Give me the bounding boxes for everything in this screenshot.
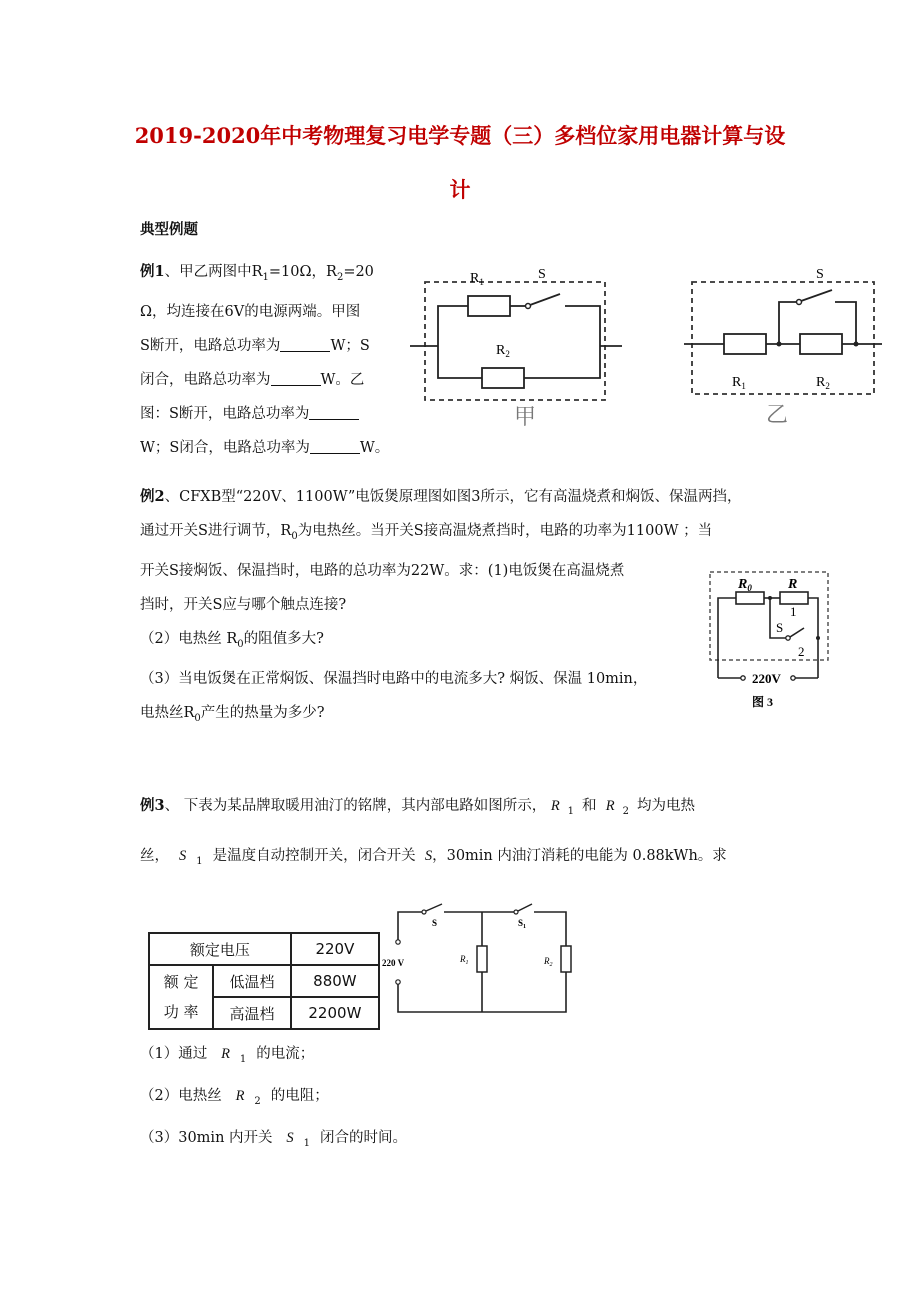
label-s1: $S_1$: [518, 918, 527, 930]
circuit-diagram-a: [408, 258, 630, 430]
symbol-r: R: [550, 798, 560, 814]
ex2-line-2: [140, 514, 800, 554]
subscript: 1: [262, 271, 269, 283]
subscript: 1: [303, 1137, 310, 1149]
answer-blank[interactable]: [271, 371, 321, 386]
ex1-text: 闭合，电路总功率为: [140, 371, 271, 388]
resistor-r0: [736, 592, 764, 604]
subscript: 0: [291, 530, 298, 542]
ex1-text: W；S闭合，电路总功率为: [140, 439, 310, 456]
resistor-r2: [561, 946, 571, 972]
subscript: 2: [336, 271, 344, 283]
ex3-text: 的电阻；: [270, 1087, 329, 1104]
subscript: 1: [567, 805, 575, 817]
label-s: S: [816, 267, 824, 282]
wire: [524, 346, 600, 378]
label-r0: $R_0$: [738, 577, 752, 593]
ex2-question-2: [140, 622, 800, 662]
label-220v: 220V: [752, 671, 781, 686]
example-3-questions: [140, 1036, 800, 1162]
switch-contact: [786, 636, 790, 640]
terminal: [396, 940, 400, 944]
label-220v: 220 V: [382, 958, 405, 968]
ex3-question-1: [140, 1036, 800, 1078]
ex1-text: S断开，电路总功率为: [140, 337, 281, 354]
wire: [398, 912, 422, 940]
label-r1: $R_1$: [470, 271, 484, 287]
ex3-text: （1）通过: [140, 1046, 208, 1062]
circuit-diagram-b: [682, 262, 884, 428]
ex3-label: 例3: [140, 797, 165, 814]
label-r2: $R_2$: [544, 956, 553, 968]
ex2-question-3-cont: [140, 696, 800, 736]
ex1-line-5: [140, 397, 410, 431]
table-cell: 2200W: [291, 997, 379, 1029]
table-cell: 低温档: [213, 965, 291, 997]
symbol-s: S: [424, 847, 433, 864]
wire: [779, 302, 796, 344]
ex3-line-2: [140, 834, 800, 884]
page-title: 2019-2020年中考物理复习电学专题（三）多档位家用电器计算与设: [134, 123, 786, 148]
subscript: 1: [196, 855, 203, 867]
resistor-r: [780, 592, 808, 604]
example-1-text: [140, 255, 410, 465]
ex3-text: （2）电热丝: [140, 1087, 222, 1104]
ex1-text: =10Ω，R: [268, 264, 337, 280]
ex2-text: 产生的热量为多少?: [200, 704, 325, 721]
label-s: S: [538, 267, 546, 282]
answer-blank[interactable]: [310, 439, 360, 454]
resistor-r1: [477, 946, 487, 972]
ex3-text: 的电流；: [256, 1046, 315, 1062]
wire: [438, 346, 482, 378]
switch-contact: [514, 910, 518, 914]
terminal: [741, 676, 745, 680]
page-title-continued: 计: [449, 177, 471, 202]
ex3-text: 是温度自动控制开关，闭合开关: [212, 847, 416, 864]
ex1-text: W；S: [330, 337, 370, 354]
label-r1: $R_1$: [460, 954, 469, 966]
ex3-text: 闭合的时间。: [319, 1129, 407, 1146]
ex2-line-3: 开关S接焖饭、保温挡时，电路的总功率为22W。求：(1)电饭煲在高温烧煮: [140, 562, 625, 579]
label-r2: $R_2$: [496, 343, 510, 359]
symbol-r: R: [605, 798, 615, 814]
table-cell: 220V: [291, 933, 379, 965]
subscript: 2: [254, 1095, 261, 1107]
switch-s: [426, 904, 442, 911]
terminal: [396, 980, 400, 984]
ex3-text: 均为电热: [637, 798, 695, 814]
ex2-text: 通过开关S进行调节，R: [140, 523, 292, 539]
table-cell: 880W: [291, 965, 379, 997]
resistor-r2: [800, 334, 842, 354]
label-r1: $R_1$: [732, 375, 746, 391]
switch-s: [801, 290, 832, 301]
ex3-text: 和: [582, 798, 597, 814]
symbol-r: R: [235, 1087, 245, 1104]
ex3-text: 丝，: [140, 847, 169, 864]
ex1-text: W。乙: [320, 371, 365, 388]
ex1-text: 图：S断开，电路总功率为: [140, 405, 310, 422]
ex3-question-3: [140, 1120, 800, 1162]
ex1-line-4: [140, 363, 410, 397]
label-s: S: [776, 620, 784, 635]
terminal: [791, 676, 795, 680]
ex1-text: =20: [343, 264, 374, 280]
ex2-line-4: 挡时，开关S应与哪个触点连接?: [140, 596, 347, 613]
answer-blank[interactable]: [280, 337, 330, 352]
ex2-text: （2）电热丝 R: [140, 630, 238, 647]
resistor-r2: [482, 368, 524, 388]
subscript: 2: [622, 805, 629, 817]
cell-line: 额 定: [163, 973, 199, 991]
label-r2: $R_2$: [816, 375, 830, 391]
answer-blank[interactable]: [309, 405, 359, 420]
contact-2: [816, 636, 820, 640]
ex1-label: 例1: [140, 263, 165, 280]
table-cell: [149, 965, 213, 1029]
cell-line: 功 率: [163, 1003, 199, 1021]
label-contact-2: 2: [798, 644, 805, 659]
section-heading: 典型例题: [140, 221, 198, 238]
caption-fig3: 图 3: [752, 695, 774, 709]
switch-s1: [518, 904, 532, 911]
subscript: 0: [237, 638, 244, 650]
ex2-text: 电热丝R: [140, 704, 195, 721]
ex1-line-2: Ω，均连接在6V的电源两端。甲图: [140, 303, 361, 320]
wire: [534, 912, 566, 946]
subscript: 1: [239, 1053, 247, 1065]
wire: [438, 306, 468, 346]
ex1-text: 、甲乙两图中R: [164, 264, 263, 280]
example-3-text: [140, 784, 800, 884]
table-row: [149, 965, 379, 997]
ex3-text: 、 下表为某品牌取暖用油汀的铭牌，其内部电路如图所示，: [164, 798, 547, 814]
symbol-s: S: [286, 1129, 294, 1146]
table-cell: 高温档: [213, 997, 291, 1029]
ex2-question-3: （3）当电饭煲在正常焖饭、保温挡时电路中的电流多大? 焖饭、保温 10min，: [140, 670, 648, 687]
ex2-text: 的阻值多大?: [243, 630, 324, 647]
caption-yi: 乙: [766, 402, 789, 427]
circuit-diagram-fig3: [706, 568, 834, 714]
ex2-text: 为电热丝。当开关S接高温烧煮挡时，电路的功率为1100W ；当: [297, 523, 713, 539]
caption-jia: 甲: [514, 404, 537, 429]
ex3-text: ，30min 内油汀消耗的电能为 0.88kWh。求: [432, 847, 727, 864]
switch-contact: [422, 910, 426, 914]
ex3-line-1: [140, 784, 800, 834]
ex3-text: （3）30min 内开关: [140, 1129, 273, 1146]
dashed-box: [710, 572, 828, 660]
symbol-r: R: [221, 1046, 230, 1062]
label-contact-1: 1: [790, 604, 797, 619]
switch-s: [790, 628, 804, 637]
example-2-text: [140, 480, 800, 736]
ex1-line-6: [140, 431, 410, 465]
wire: [718, 598, 736, 678]
spec-table: [148, 932, 380, 1030]
ex2-label: 例2: [140, 488, 165, 505]
subscript: 0: [194, 712, 201, 724]
label-r: R: [788, 577, 798, 592]
ex1-line-3: [140, 329, 410, 363]
resistor-r1: [724, 334, 766, 354]
ex1-text: W。: [359, 439, 390, 456]
ex1-line-1: [140, 255, 410, 295]
dashed-box: [692, 282, 874, 394]
circuit-diagram-heater: [380, 900, 580, 1020]
wire: [565, 306, 600, 346]
ex2-line-1: [140, 480, 800, 514]
ex3-question-2: [140, 1078, 800, 1120]
symbol-s: S: [179, 847, 187, 864]
ex2-text: 、CFXB型“220V、1100W”电饭煲原理图如图3所示，它有高温烧煮和焖饭、保温两挡，: [164, 489, 742, 505]
resistor-r1: [468, 296, 510, 316]
label-s: S: [432, 918, 438, 928]
switch-s: [530, 294, 560, 305]
table-row: [149, 933, 379, 965]
table-cell: 额定电压: [149, 933, 291, 965]
